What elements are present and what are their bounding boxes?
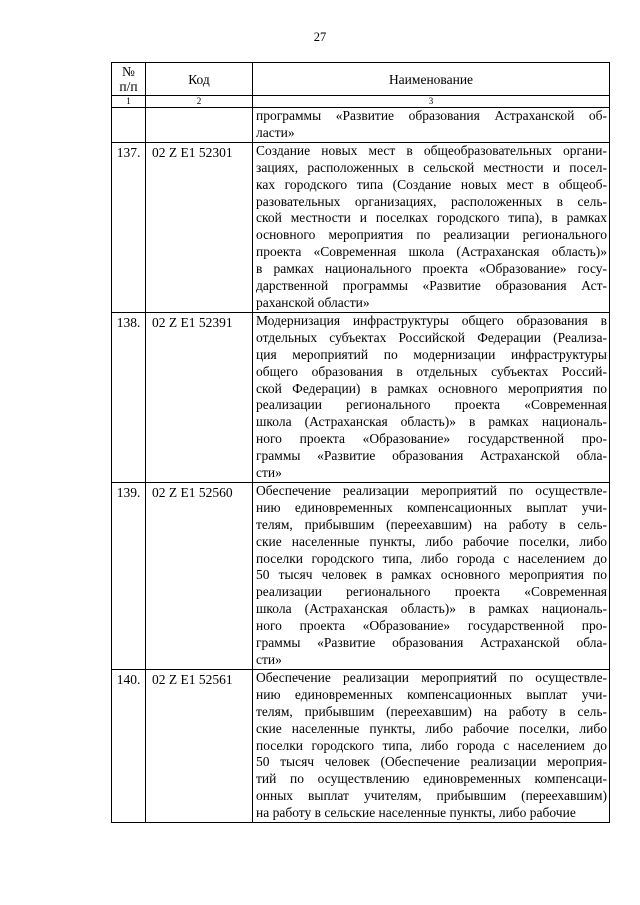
column-index-3: 3 <box>253 96 610 108</box>
text-line: зациях, расположенных в сельской местности и посел- <box>256 159 607 175</box>
text-line: дарственной программы «Развитие образования Аст- <box>256 278 607 294</box>
text-line: ках городского типа (Создание новых мест в общеоб- <box>256 176 607 192</box>
text-line: общего образования в отдельных субъектах Россий- <box>256 363 607 379</box>
row-number: 140. <box>112 669 146 822</box>
row-number <box>112 108 146 143</box>
text-line: Создание новых мест в общеобразовательных органи- <box>256 142 607 158</box>
header-number-symbol: № <box>122 64 135 79</box>
row-name <box>253 108 610 143</box>
header-code: Код <box>146 63 253 96</box>
text-line: ного проекта «Образование» государственной про- <box>256 618 607 634</box>
row-number: 138. <box>112 312 146 482</box>
text-line: разовательных организациях, расположенных в сель- <box>256 193 607 209</box>
row-code: 02 Z E1 52391 <box>146 312 253 482</box>
table-header-row <box>112 63 610 96</box>
column-index-1: 1 <box>112 96 146 108</box>
table-row <box>112 142 610 312</box>
row-name <box>253 142 610 312</box>
header-name: Наименование <box>253 63 610 96</box>
text-line: ного проекта «Образование» государственной про- <box>256 431 607 447</box>
table-row <box>112 669 610 822</box>
text-line: проекта «Современная школа (Астраханская область)» <box>256 244 607 260</box>
text-line: отдельных субъектах Российской Федерации (Реализа- <box>256 329 607 345</box>
text-line: нию единовременных компенсационных выплат учи- <box>256 499 607 515</box>
text-line: онных выплат учителям, прибывшим (переехавшим) <box>256 788 607 804</box>
row-code: 02 Z E1 52561 <box>146 669 253 822</box>
text-line: ция мероприятий по модернизации инфраструктуры <box>256 346 607 362</box>
text-line: нию единовременных компенсационных выплат учи- <box>256 686 607 702</box>
text-line: граммы «Развитие образования Астраханской обла- <box>256 448 607 464</box>
text-line: школа (Астраханская область)» в рамках националь- <box>256 601 607 617</box>
text-line: тий по осуществлению единовременных компенсаци- <box>256 771 607 787</box>
text-line: 50 тысяч человек в рамках основного мероприятия по <box>256 567 607 583</box>
row-code: 02 Z E1 52301 <box>146 142 253 312</box>
text-line: реализации регионального проекта «Современная <box>256 397 607 413</box>
table-row-continuation <box>112 108 610 143</box>
text-line: ласти» <box>256 124 295 140</box>
row-name <box>253 312 610 482</box>
row-name <box>253 669 610 822</box>
text-line: ской местности и поселках городского типа), в рамках <box>256 210 607 226</box>
text-line: Модернизация инфраструктуры общего образования в <box>256 312 607 328</box>
text-line: основного мероприятия по реализации регионального <box>256 227 607 243</box>
text-line: телям, прибывшим (переехавшим) на работу в сель- <box>256 516 607 532</box>
text-line: граммы «Развитие образования Астраханской обла- <box>256 635 607 651</box>
text-line: ской Федерации) в рамках основного мероприятия по <box>256 380 607 396</box>
column-index-2: 2 <box>146 96 253 108</box>
page-number: 27 <box>313 30 327 44</box>
row-number: 139. <box>112 482 146 669</box>
header-number-abbr: п/п <box>119 79 138 94</box>
text-line: ские населенные пункты, либо рабочие поселки, либо <box>256 720 607 736</box>
text-line: ские населенные пункты, либо рабочие поселки, либо <box>256 533 607 549</box>
table-row <box>112 312 610 482</box>
budget-classification-table <box>111 62 610 823</box>
text-line: раханской области» <box>256 294 370 310</box>
row-code: 02 Z E1 52560 <box>146 482 253 669</box>
text-line: сти» <box>256 652 282 667</box>
text-line: телям, прибывшим (переехавшим) на работу в сель- <box>256 703 607 719</box>
text-line: Обеспечение реализации мероприятий по осуществле- <box>256 482 607 498</box>
text-line: в рамках национального проекта «Образование» госу- <box>256 261 607 277</box>
text-line: Обеспечение реализации мероприятий по осуществле- <box>256 669 607 685</box>
text-line: 50 тысяч человек (Обеспечение реализации мероприя- <box>256 754 607 770</box>
text-line: реализации регионального проекта «Современная <box>256 584 607 600</box>
table-index-row <box>112 96 610 108</box>
text-line: поселки городского типа, либо города с населением до <box>256 550 607 566</box>
text-line: школа (Астраханская область)» в рамках националь- <box>256 414 607 430</box>
header-number <box>112 63 146 96</box>
row-number: 137. <box>112 142 146 312</box>
row-code <box>146 108 253 143</box>
table-row <box>112 482 610 669</box>
text-line: на работу в сельские населенные пункты, либо рабочие <box>256 805 576 821</box>
text-line: сти» <box>256 465 282 481</box>
row-name <box>253 482 610 669</box>
text-line: программы «Развитие образования Астраханской об- <box>256 108 607 123</box>
text-line: поселки городского типа, либо города с населением до <box>256 737 607 753</box>
